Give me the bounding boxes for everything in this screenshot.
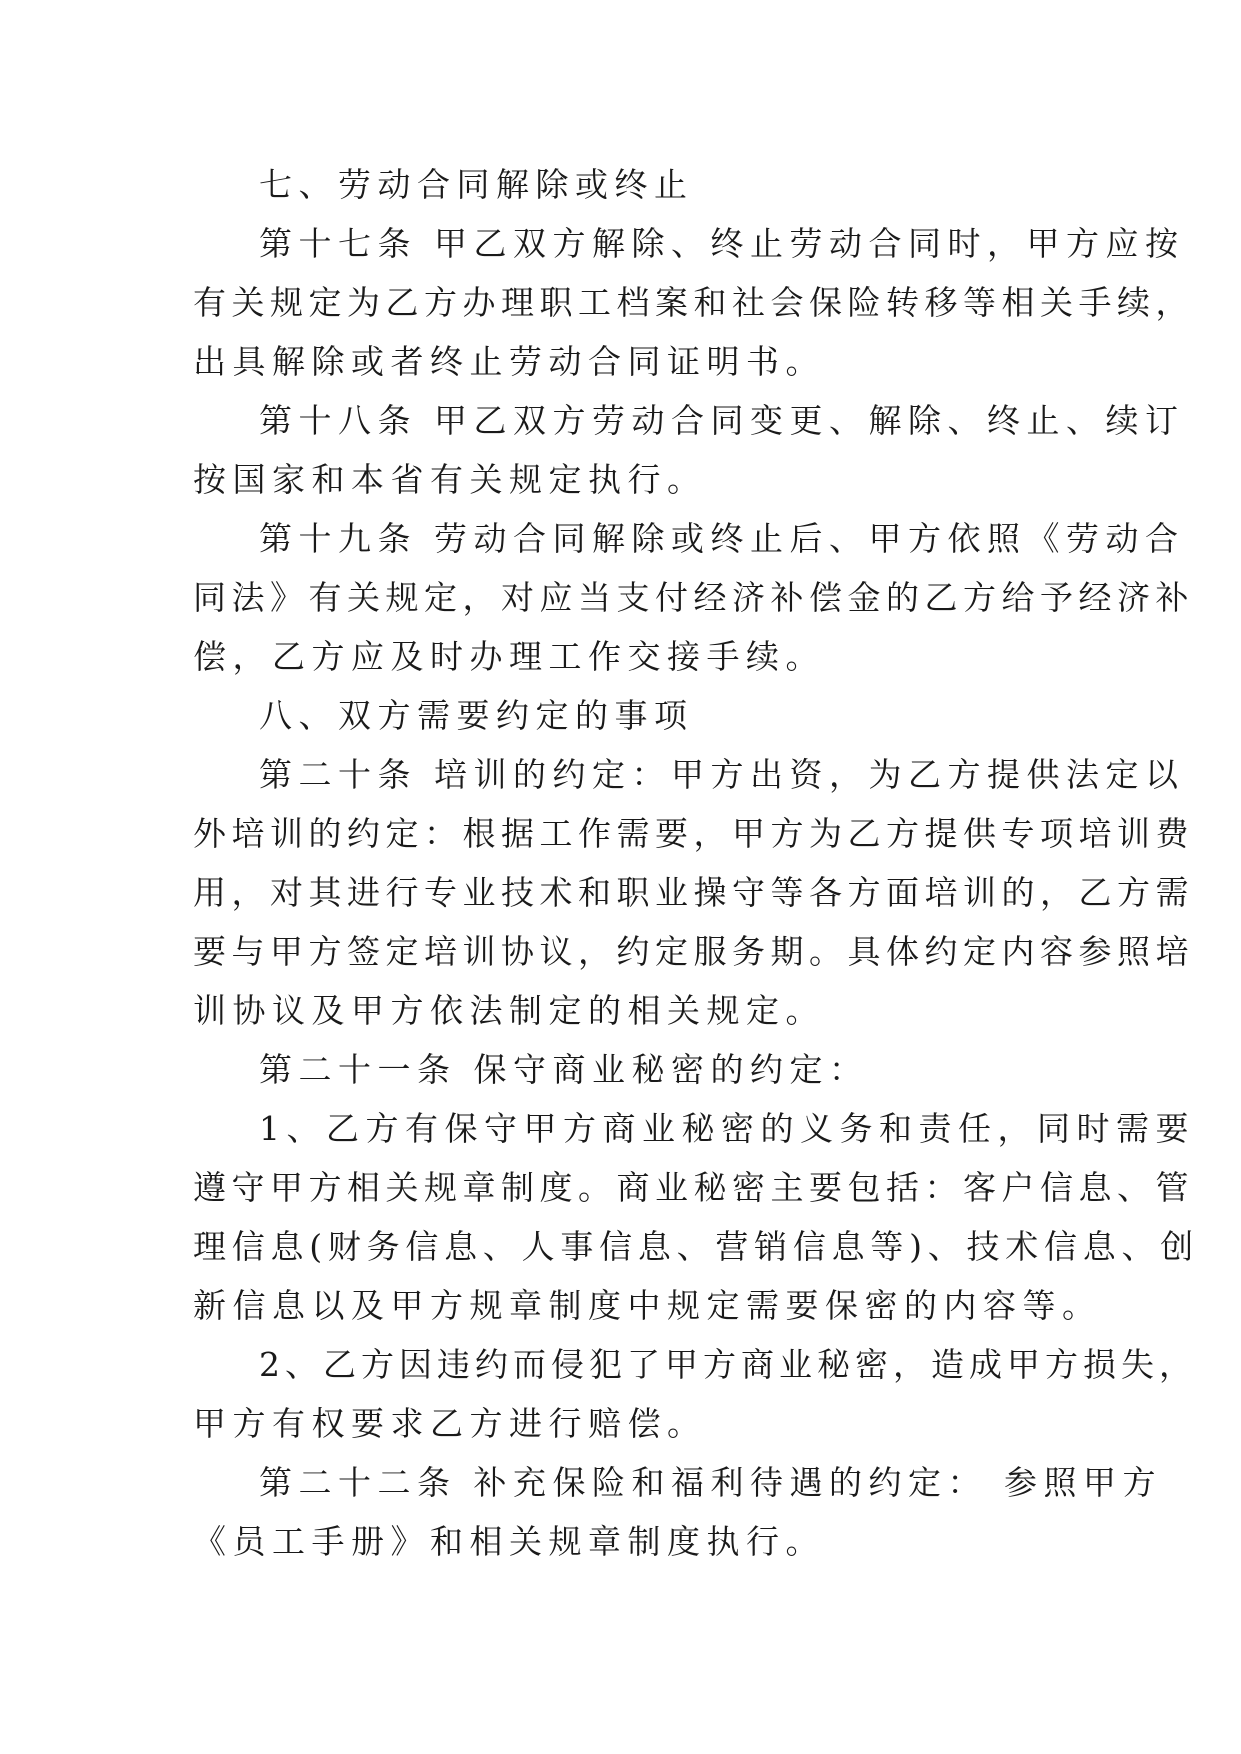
article-17-line-3: 出具解除或者终止劳动合同证明书。 bbox=[193, 342, 825, 381]
article-18-line-2: 按国家和本省有关规定执行。 bbox=[193, 460, 707, 499]
document-body bbox=[193, 155, 1199, 1571]
article-20-line-1: 第二十条 培训的约定：甲方出资，为乙方提供法定以 bbox=[259, 755, 1185, 794]
article-20-line-3: 用，对其进行专业技术和职业操守等各方面培训的，乙方需 bbox=[193, 873, 1194, 912]
article-21-item-1-line-2: 遵守甲方相关规章制度。商业秘密主要包括：客户信息、管 bbox=[193, 1168, 1194, 1207]
article-20-line-4: 要与甲方签定培训协议，约定服务期。具体约定内容参照培 bbox=[193, 932, 1194, 971]
article-21-item-1-line-3: 理信息(财务信息、人事信息、营销信息等)、技术信息、创 bbox=[193, 1227, 1199, 1266]
article-17-line-2: 有关规定为乙方办理职工档案和社会保险转移等相关手续， bbox=[193, 283, 1194, 322]
article-19-line-1: 第十九条 劳动合同解除或终止后、甲方依照《劳动合 bbox=[259, 519, 1185, 558]
article-19-line-3: 偿，乙方应及时办理工作交接手续。 bbox=[193, 637, 825, 676]
article-22-line-1: 第二十二条 补充保险和福利待遇的约定： 参照甲方 bbox=[259, 1463, 1162, 1502]
article-22-line-2: 《员工手册》和相关规章制度执行。 bbox=[193, 1522, 825, 1561]
article-19-line-2: 同法》有关规定，对应当支付经济补偿金的乙方给予经济补 bbox=[193, 578, 1194, 617]
article-20-line-5: 训协议及甲方依法制定的相关规定。 bbox=[193, 991, 825, 1030]
section-heading-7: 七、劳动合同解除或终止 bbox=[259, 165, 694, 204]
article-21-item-2-line-1: 2、乙方因违约而侵犯了甲方商业秘密，造成甲方损失， bbox=[259, 1345, 1197, 1384]
article-18-line-1: 第十八条 甲乙双方劳动合同变更、解除、终止、续订 bbox=[259, 401, 1185, 440]
article-21-item-1-line-4: 新信息以及甲方规章制度中规定需要保密的内容等。 bbox=[193, 1286, 1102, 1325]
article-21-item-2-line-2: 甲方有权要求乙方进行赔偿。 bbox=[193, 1404, 707, 1443]
article-17-line-1: 第十七条 甲乙双方解除、终止劳动合同时，甲方应按 bbox=[259, 224, 1185, 263]
article-20-line-2: 外培训的约定：根据工作需要，甲方为乙方提供专项培训费 bbox=[193, 814, 1194, 853]
article-21-heading: 第二十一条 保守商业秘密的约定： bbox=[259, 1050, 869, 1089]
section-heading-8: 八、双方需要约定的事项 bbox=[259, 696, 694, 735]
article-21-item-1-line-1: 1、乙方有保守甲方商业秘密的义务和责任，同时需要 bbox=[259, 1109, 1195, 1148]
